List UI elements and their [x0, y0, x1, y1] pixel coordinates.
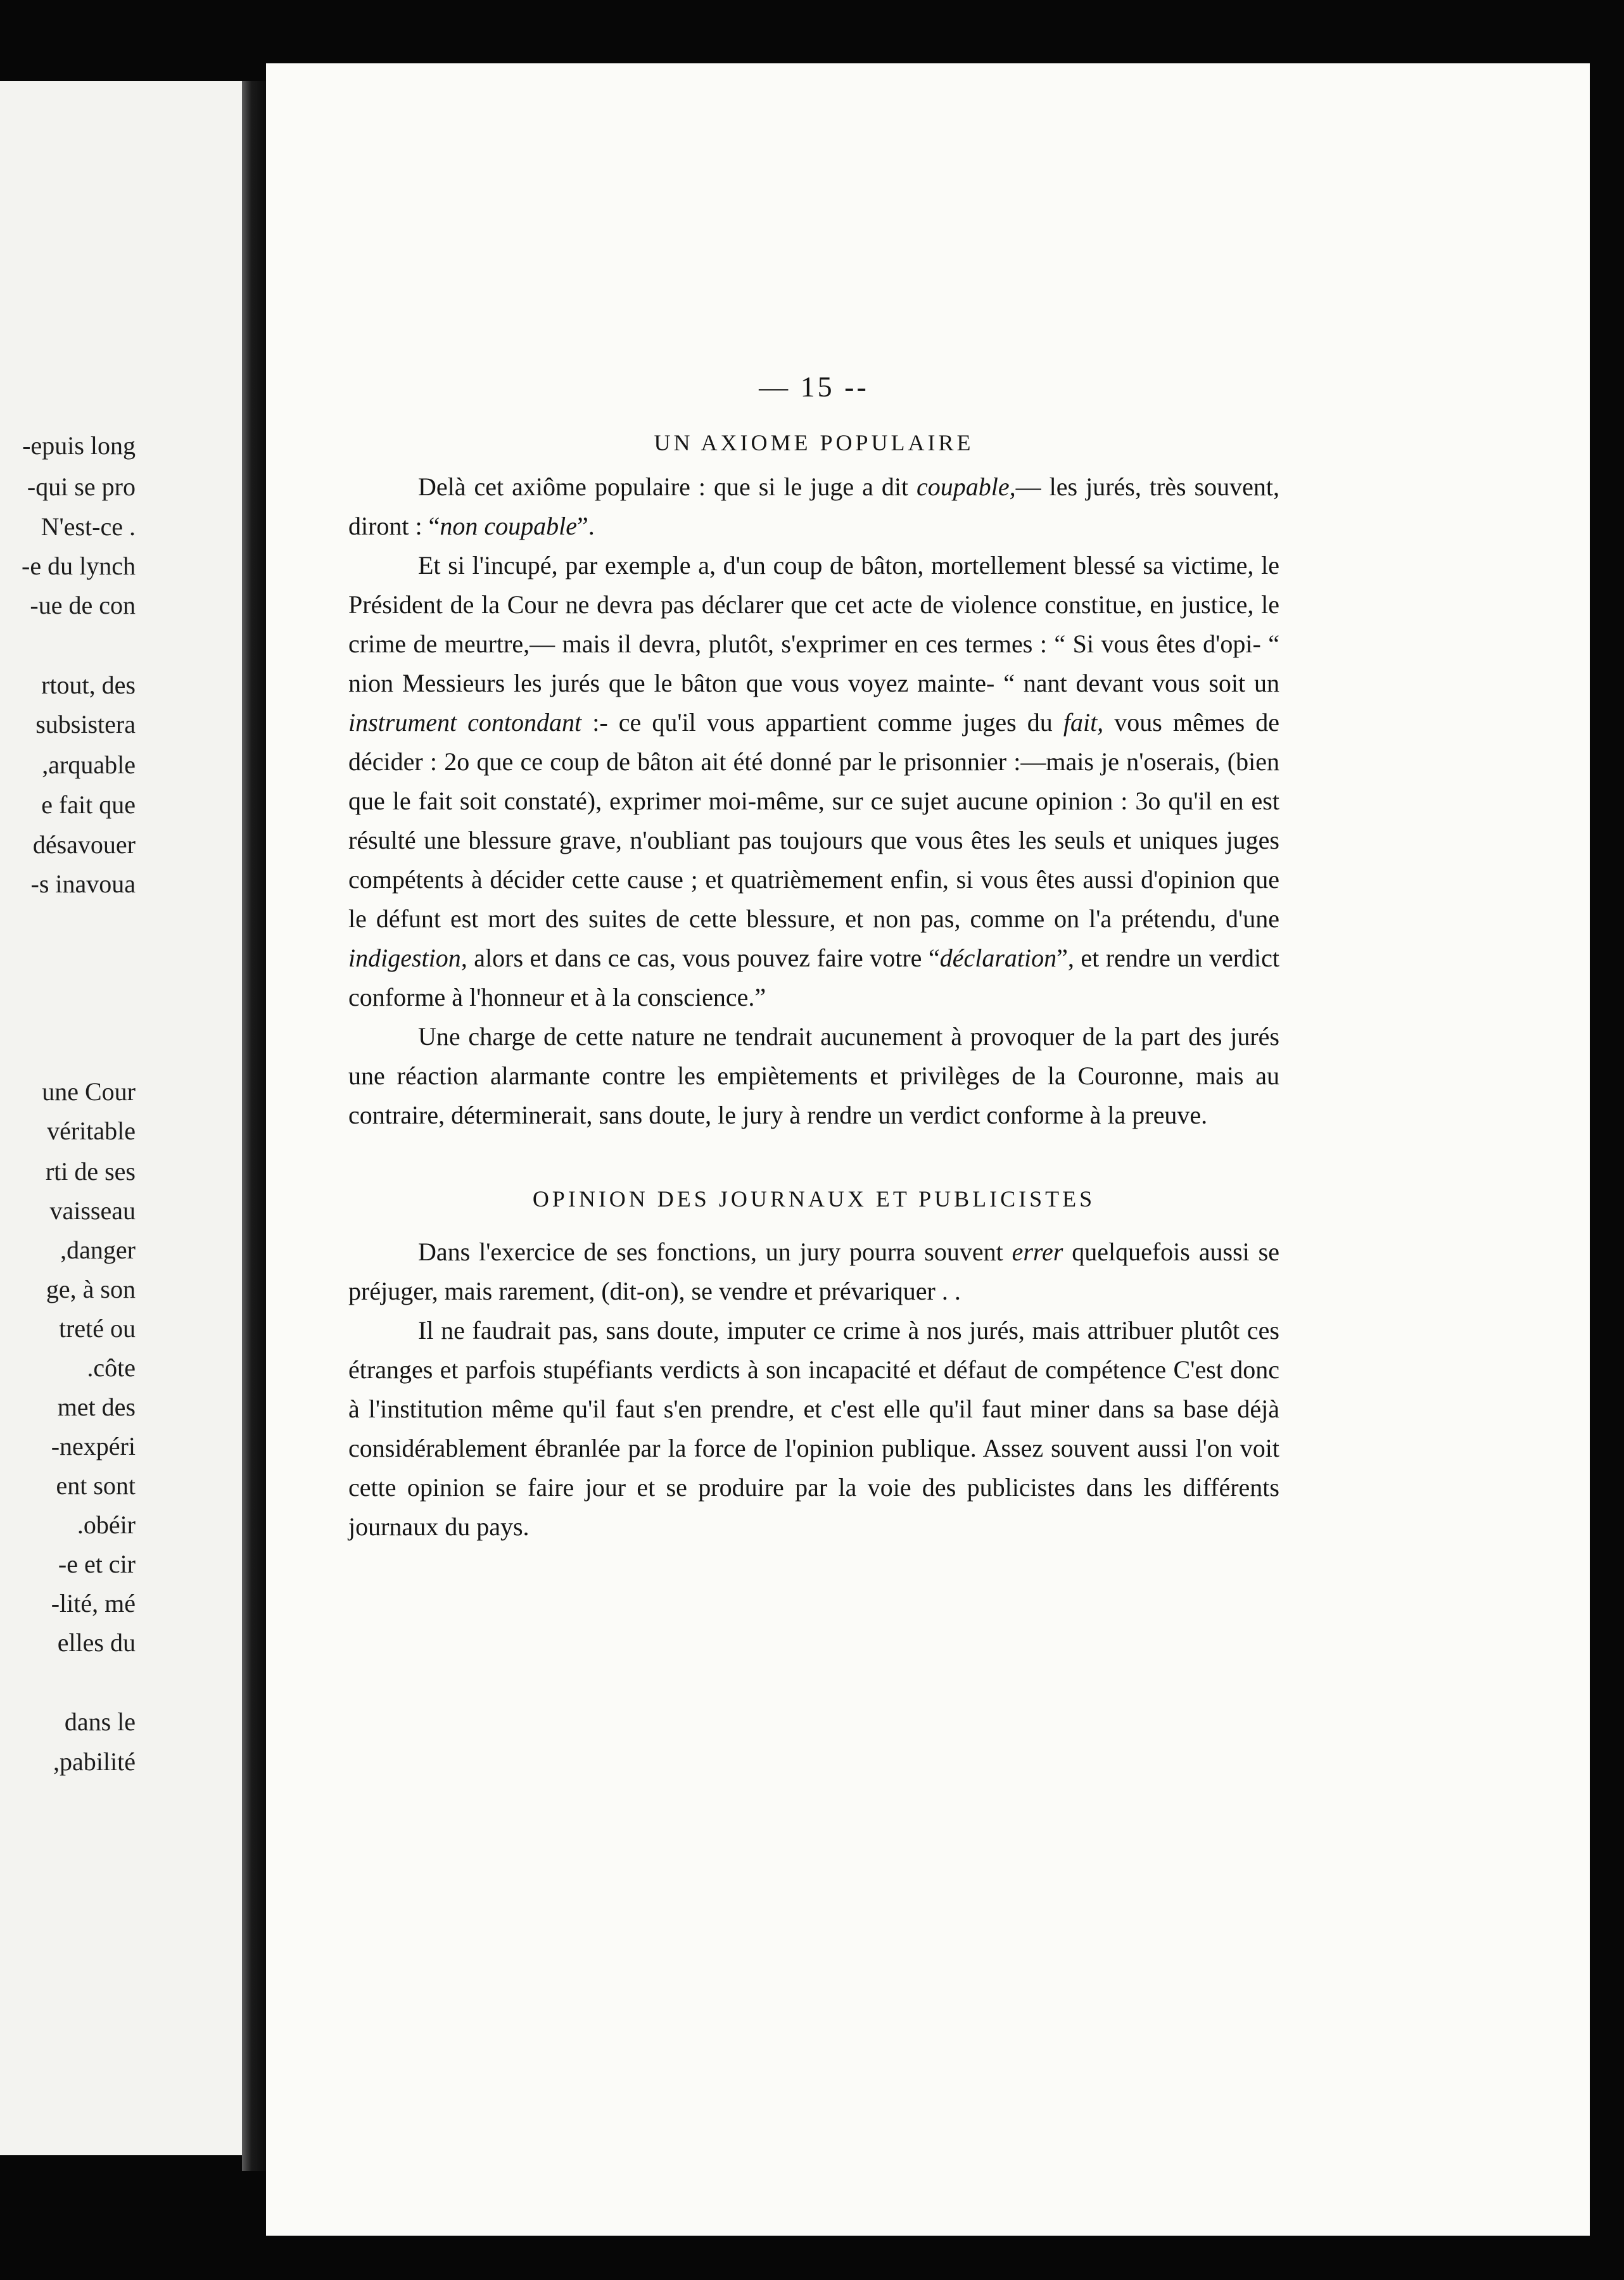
previous-page-line: véritable	[47, 1117, 136, 1145]
previous-page-line: epuis long-	[22, 431, 136, 460]
previous-page-fragment	[0, 81, 242, 2155]
previous-page-line: ue de con-	[30, 591, 136, 619]
paragraph-axiome: Delà cet axiôme populaire : que si le juge a dit coupable,— les jurés, très souvent, diront : “non coupable”.	[348, 472, 1279, 540]
previous-page-line: qui se pro-	[27, 472, 136, 501]
paragraph-charge-example: Et si l'incupé, par exemple a, d'un coup de bâton, mortellement blessé sa victime, le Président de la Cour ne devra pas déclarer que cet acte de violence constitue, en justice, le crime de meurtre,— mais il devra, plutôt, s'exprimer en ces termes : “ Si vous êtes d'opi- “ nion Messieurs les jurés que le bâton que vous voyez mainte- “ nant devant vous soit un instrument contondant :- ce qu'il vous appartient comme juges du fait, vous mêmes de décider : 2o que ce coup de bâton ait été donné par le prisonnier :—mais je n'oserais, (bien que le fait soit constaté), exprimer moi-même, sur ce sujet aucune opinion : 3o qu'il en est résulté une blessure grave, n'oubliant pas toujours que vous êtes les seuls et uniques juges compétents à décider cette cause ; et quatrièmement enfin, si vous êtes aussi d'opinion que le défunt est mort des suites de cette blessure, et non pas, comme on l'a prétendu, d'une indigestion, alors et dans ce cas, vous pouvez faire votre “déclaration”, et rendre un verdict conforme à l'honneur et à la conscience.”	[348, 551, 1280, 1011]
previous-page-line: ent sont	[56, 1471, 136, 1500]
book-page	[266, 63, 1590, 2236]
previous-page-line: ge, à son	[46, 1275, 136, 1303]
page-number: — 15 --	[759, 370, 869, 403]
previous-page-line: danger,	[60, 1236, 136, 1264]
paragraph-jury-functions: Dans l'exercice de ses fonctions, un jury pourra souvent errer quelquefois aussi se préjuger, mais rarement, (dit-on), se vendre et prévariquer . .	[348, 1238, 1279, 1305]
previous-page-line: obéir.	[77, 1510, 136, 1539]
previous-page-line: arquable,	[42, 750, 136, 779]
page-content	[348, 367, 1279, 1547]
previous-page-line: vaisseau	[49, 1196, 136, 1225]
previous-page-line: subsistera	[35, 710, 136, 738]
previous-page-line: met des	[57, 1393, 136, 1421]
paragraph-charge-nature: Une charge de cette nature ne tendrait aucunement à provoquer de la part des jurés une réaction alarmante contre les empiètements et privilèges de la Couronne, mais au contraire, déterminerait, sans doute, le jury à rendre un verdict conforme à la preuve.	[348, 1022, 1279, 1129]
previous-page-line: rtout, des	[41, 671, 136, 699]
section-heading-axiome: UN AXIOME POPULAIRE	[654, 430, 974, 455]
previous-page-line: dans le	[64, 1707, 136, 1736]
previous-page-line: côte.	[87, 1353, 136, 1382]
previous-page-line: e et cir-	[58, 1550, 136, 1578]
book-spine-shadow	[242, 81, 266, 2171]
previous-page-line: s inavoua-	[30, 870, 136, 898]
previous-page-line: rti de ses	[45, 1157, 136, 1186]
previous-page-line: nexpéri-	[51, 1432, 136, 1460]
previous-page-line: . N'est-ce	[41, 512, 136, 541]
paragraph-institution: Il ne faudrait pas, sans doute, imputer ce crime à nos jurés, mais attribuer plutôt ces étranges et parfois stupéfiants verdicts à son incapacité et défaut de compétence C'est donc à l'institution même qu'il faut s'en prendre, et c'est elle qu'il faut miner dans sa base déjà considérablement ébranlée par la force de l'opinion publique. Assez souvent aussi l'on voit cette opinion se faire jour et se produire par la voie des publicistes dans les différents journaux du pays.	[348, 1316, 1279, 1541]
previous-page-line: treté ou	[58, 1314, 136, 1343]
previous-page-line: e du lynch-	[22, 552, 136, 580]
previous-page-line: pabilité,	[53, 1747, 136, 1776]
previous-page-line: e fait que	[41, 790, 136, 819]
previous-page-line: une Cour	[42, 1077, 136, 1106]
previous-page-line: désavouer	[32, 830, 136, 859]
previous-page-line: lité, mé-	[51, 1589, 136, 1618]
previous-page-line: elles du	[57, 1628, 136, 1657]
section-heading-opinion: OPINION DES JOURNAUX ET PUBLICISTES	[532, 1186, 1096, 1212]
